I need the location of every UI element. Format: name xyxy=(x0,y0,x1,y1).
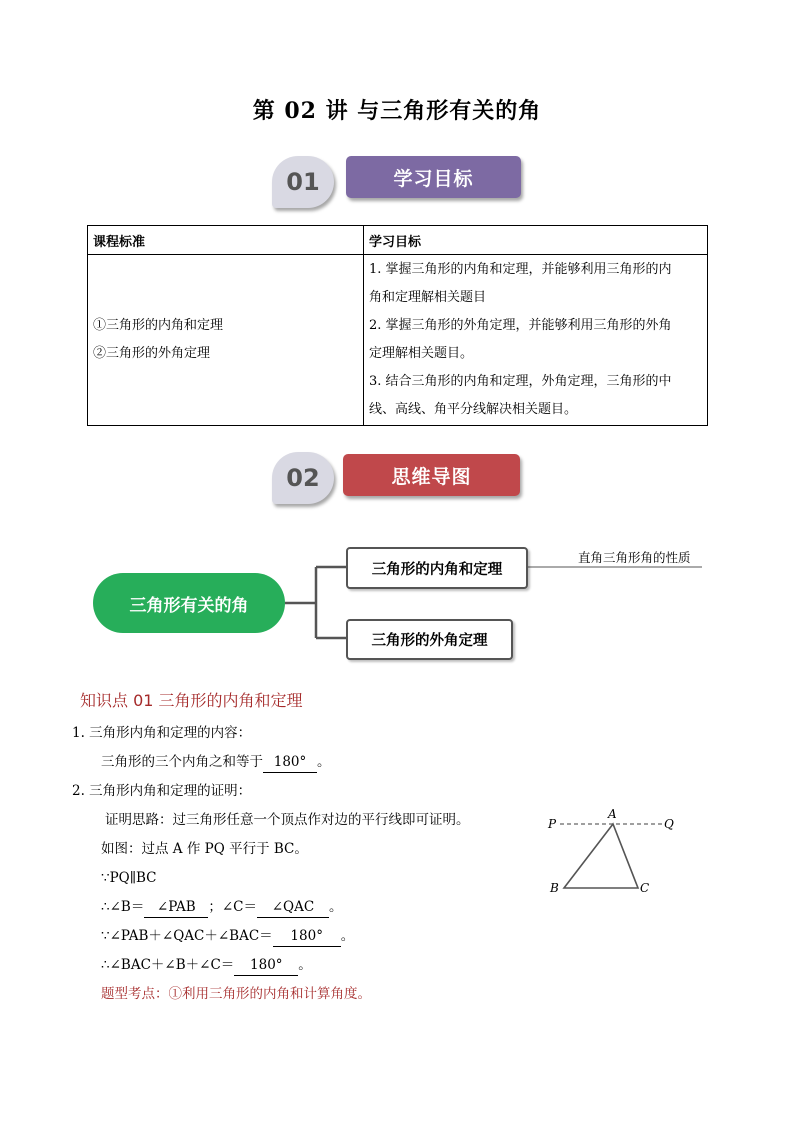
goal-line: 角和定理解相关题目 xyxy=(369,290,487,305)
mindmap-branch-exterior: 三角形的外角定理 xyxy=(346,619,513,660)
triangle-abc xyxy=(564,824,638,888)
exam-point: 题型考点：①利用三角形的内角和计算角度。 xyxy=(101,986,371,1002)
answer-blank: ∠PAB xyxy=(144,897,208,918)
label-b: B xyxy=(550,881,559,895)
mindmap-leaf: 直角三角形角的性质 xyxy=(578,550,691,565)
label-c: C xyxy=(640,881,650,895)
answer-blank: 180° xyxy=(273,926,341,947)
proof-idea: 证明思路：过三角形任意一个顶点作对边的平行线即可证明。 xyxy=(105,812,470,828)
label-q: Q xyxy=(664,817,674,831)
proof-step: ∵PQ∥BC xyxy=(101,870,157,886)
answer-blank: 180° xyxy=(234,955,298,976)
mindmap-root: 三角形有关的角 xyxy=(93,573,285,633)
fill-line: 三角形的三个内角之和等于 180° 。 xyxy=(101,752,331,773)
proof-step: ∴∠BAC＋∠B＋∠C＝ 180° 。 xyxy=(101,955,312,976)
page-title: 第 02 讲 与三角形有关的角 xyxy=(252,98,542,124)
goal-line: 1. 掌握三角形的内角和定理，并能够利用三角形的内 xyxy=(369,262,672,277)
knowledge-point-title: 知识点 01 三角形的内角和定理 xyxy=(80,691,303,710)
answer-blank: ∠QAC xyxy=(257,897,329,918)
mindmap-branch-interior: 三角形的内角和定理 xyxy=(346,547,528,589)
table-header-standard: 课程标准 xyxy=(88,226,364,255)
standard-item: ①三角形的内角和定理 xyxy=(93,318,224,333)
section-number-badge: 02 xyxy=(272,452,334,504)
proof-step: ∵∠PAB＋∠QAC＋∠BAC＝ 180° 。 xyxy=(101,926,354,947)
table-header-goals: 学习目标 xyxy=(364,226,708,255)
label-p: P xyxy=(548,817,557,831)
goal-line: 2. 掌握三角形的外角定理，并能够利用三角形的外角 xyxy=(369,318,672,333)
triangle-figure xyxy=(540,806,690,898)
section-label: 学习目标 xyxy=(346,156,521,198)
label-a: A xyxy=(608,807,617,821)
proof-step: ∴∠B＝ ∠PAB ；∠C＝ ∠QAC 。 xyxy=(101,897,342,918)
item-heading: 2. 三角形内角和定理的证明： xyxy=(72,783,252,799)
goal-line: 定理解相关题目。 xyxy=(369,346,474,361)
section-label: 思维导图 xyxy=(343,454,520,496)
item-heading: 1. 三角形内角和定理的内容： xyxy=(72,725,252,741)
section-number-badge: 01 xyxy=(272,156,334,208)
goal-line: 3. 结合三角形的内角和定理，外角定理，三角形的中 xyxy=(369,374,672,389)
proof-figure-text: 如图：过点 A 作 PQ 平行于 BC。 xyxy=(101,841,308,857)
standard-item: ②三角形的外角定理 xyxy=(93,346,211,361)
answer-blank: 180° xyxy=(263,752,317,773)
goal-line: 线、高线、角平分线解决相关题目。 xyxy=(369,402,578,417)
